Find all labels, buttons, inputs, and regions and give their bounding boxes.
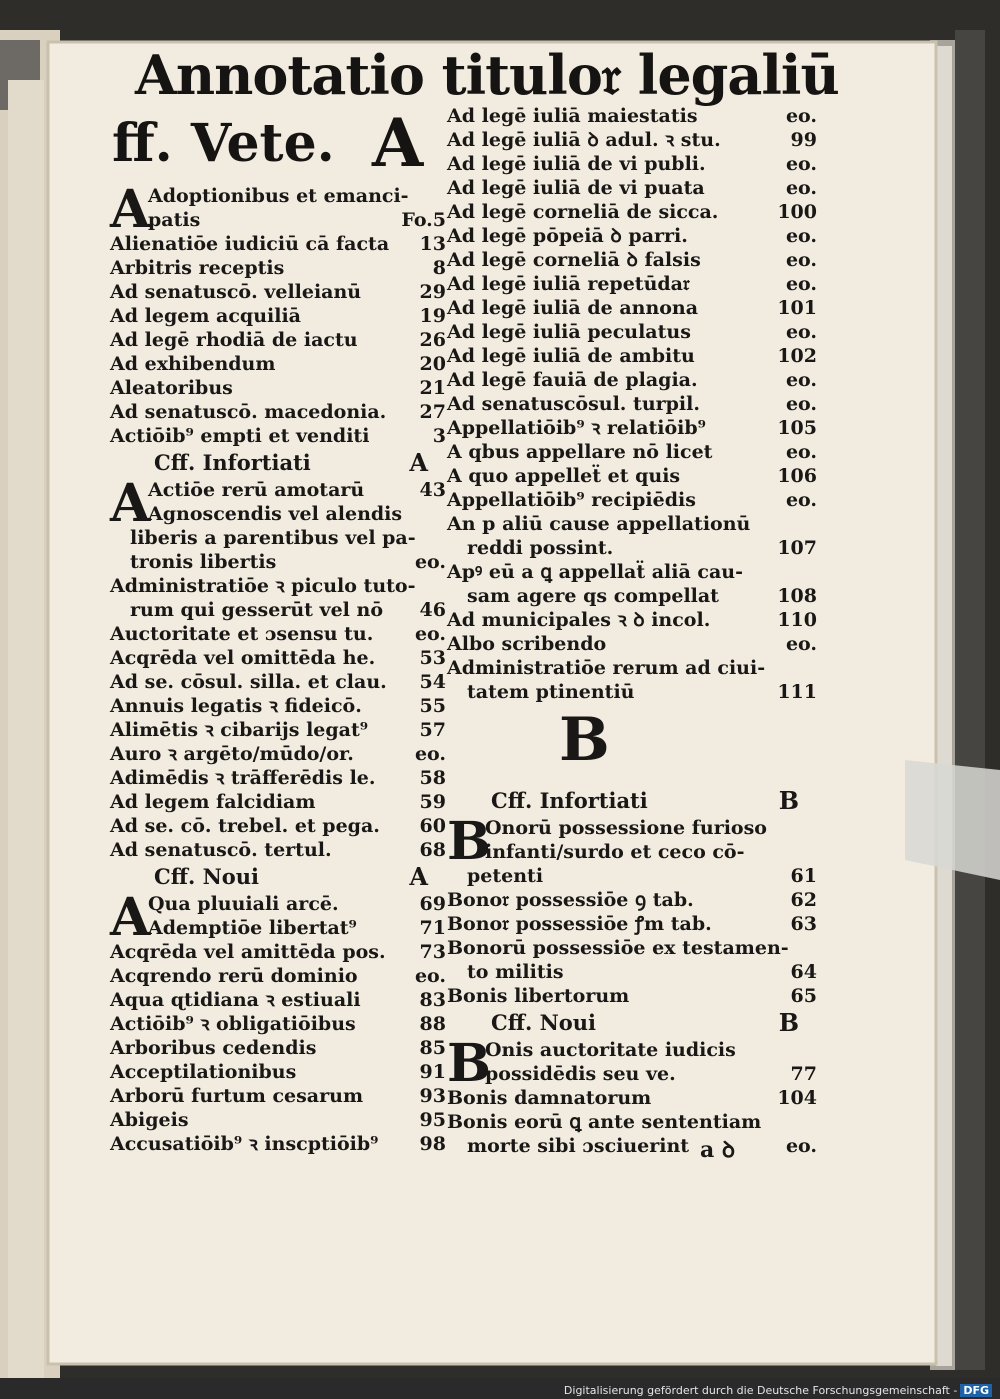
entry-folio: 65 — [790, 985, 817, 1007]
entry-folio: 69 — [419, 893, 446, 915]
entry-folio: eo. — [785, 273, 817, 295]
right-index-column — [447, 104, 817, 1158]
entry-title: Actiōib⁹ empti et venditi — [110, 425, 370, 447]
entry-title: infanti/surdo et ceco cō- — [485, 841, 745, 863]
index-entry — [447, 536, 817, 560]
index-entry — [110, 766, 446, 790]
entry-title: Alienatiōe iudiciū cā facta — [110, 233, 390, 255]
index-entry — [110, 208, 446, 232]
entry-title: Administratiōe ꝛ piculo tuto- — [110, 575, 416, 597]
entry-folio: 108 — [777, 585, 817, 607]
entry-title: Appellatiōib⁹ ꝛ relatiōib⁹ — [447, 417, 706, 439]
entry-folio: 8 — [432, 257, 446, 279]
entry-title: Alimētis ꝛ cibarijs legat⁹ — [110, 719, 369, 741]
entry-title: Ad legē iuliā de annona — [447, 297, 699, 319]
entry-title: Ad legē corneliā ꝺ falsis — [447, 249, 701, 271]
entry-folio: 85 — [419, 1037, 446, 1059]
entry-folio: 29 — [419, 281, 446, 303]
index-entry — [110, 400, 446, 424]
index-entry — [447, 344, 817, 368]
index-entry — [447, 488, 817, 512]
entry-folio: eo. — [414, 965, 446, 987]
entry-folio: 63 — [790, 913, 817, 935]
entry-folio: 54 — [419, 671, 446, 693]
entry-title: petenti — [467, 865, 544, 887]
initial-capital: B — [447, 811, 491, 872]
entry-folio: eo. — [785, 105, 817, 127]
entry-folio: 104 — [777, 1087, 817, 1109]
entry-title: Bono𝔯 possessiōe ꝯ tab. — [447, 889, 694, 911]
section-heading — [110, 862, 446, 892]
entry-title: Agnoscendis vel alendis — [148, 503, 403, 525]
entry-title: Acceptilationibus — [110, 1061, 297, 1083]
index-entry — [447, 1062, 817, 1086]
entry-folio: 107 — [777, 537, 817, 559]
index-entry — [110, 1036, 446, 1060]
entry-title: Ad legē rhodiā de iactu — [110, 329, 358, 351]
index-entry — [110, 256, 446, 280]
entry-folio: 77 — [790, 1063, 817, 1085]
entry-title: Accusatiōib⁹ ꝛ inscptiōib⁹ — [110, 1133, 379, 1155]
entry-title: Ademptiōe libertat⁹ — [148, 917, 357, 939]
index-entry — [110, 280, 446, 304]
entry-folio: 71 — [419, 917, 446, 939]
index-entry — [447, 888, 817, 912]
entry-title: A quo appelleẗ et quis — [447, 465, 681, 487]
entry-title: Adimēdis ꝛ trāfferēdis le. — [110, 767, 376, 789]
entry-folio: eo. — [785, 393, 817, 415]
entry-title: Ad legē iuliā repetūda𝔯 — [447, 273, 690, 295]
entry-folio: 26 — [419, 329, 446, 351]
entry-title: Aleatoribus — [110, 377, 233, 399]
index-entry — [110, 790, 446, 814]
entry-folio: 46 — [419, 599, 446, 621]
entry-folio: eo. — [785, 153, 817, 175]
digitization-credit — [564, 1384, 992, 1397]
entry-folio: A — [409, 448, 428, 477]
entry-folio: 110 — [777, 609, 817, 631]
index-entry — [447, 512, 817, 536]
entry-title: An p aliū cause appellationū — [447, 513, 751, 535]
entry-title: Albo scribendo — [447, 633, 607, 655]
entry-folio: 93 — [419, 1085, 446, 1107]
index-entry — [110, 964, 446, 988]
entry-folio: 111 — [777, 681, 817, 703]
initial-capital: A — [110, 179, 151, 240]
entry-title: Ad municipales ꝛ ꝺ incol. — [447, 609, 711, 631]
entry-folio: 57 — [419, 719, 446, 741]
entry-folio: 21 — [419, 377, 446, 399]
entry-folio: eo. — [785, 321, 817, 343]
entry-folio: 55 — [419, 695, 446, 717]
entry-title: tatem ptinentiū — [467, 681, 635, 703]
index-entry — [110, 622, 446, 646]
entry-title: Ad senatuscōsul. turpil. — [447, 393, 700, 415]
entry-title: Cff. Infortiati — [154, 450, 311, 475]
entry-title: Ad legē iuliā ꝺ adul. ꝛ stu. — [447, 129, 721, 151]
entry-title: Actiōe rerū amotarū — [148, 479, 365, 501]
index-entry — [447, 680, 817, 704]
index-entry — [110, 916, 446, 940]
section-heading — [110, 448, 446, 478]
index-entry — [447, 224, 817, 248]
index-entry — [447, 864, 817, 888]
index-entry — [447, 840, 817, 864]
index-entry — [110, 526, 446, 550]
left-index-column — [110, 179, 446, 1156]
index-entry — [447, 368, 817, 392]
entry-folio: eo. — [785, 441, 817, 463]
entry-title: Acqrēda vel amittēda pos. — [110, 941, 386, 963]
index-entry — [110, 1108, 446, 1132]
index-entry — [447, 560, 817, 584]
entry-folio: 64 — [790, 961, 817, 983]
entry-folio: 60 — [419, 815, 446, 837]
index-entry — [447, 1110, 817, 1134]
entry-title: Adoptionibus et emanci- — [148, 185, 409, 207]
index-entry — [447, 608, 817, 632]
entry-folio: eo. — [414, 551, 446, 573]
entry-folio: 27 — [419, 401, 446, 423]
signature-mark: a ꝺ — [700, 1137, 736, 1163]
entry-folio: eo. — [414, 623, 446, 645]
entry-folio: eo. — [785, 633, 817, 655]
entry-title: Auro ꝛ argēto/mūdo/or. — [110, 743, 354, 765]
entry-folio: 83 — [419, 989, 446, 1011]
index-entry — [110, 1012, 446, 1036]
entry-title: Ad senatuscō. macedonia. — [110, 401, 387, 423]
dfg-logo: DFG — [960, 1384, 992, 1397]
entry-title: Ad legē fauiā de plagia. — [447, 369, 698, 391]
index-entry — [110, 670, 446, 694]
entry-title: Ad legē iuliā de ambitu — [447, 345, 695, 367]
index-entry — [110, 646, 446, 670]
entry-folio: 91 — [419, 1061, 446, 1083]
entry-folio: eo. — [785, 369, 817, 391]
entry-folio: 102 — [777, 345, 817, 367]
entry-folio: 62 — [790, 889, 817, 911]
initial-capital: A — [110, 473, 151, 534]
index-entry — [447, 272, 817, 296]
index-entry — [110, 718, 446, 742]
entry-folio: 88 — [419, 1013, 446, 1035]
entry-folio: eo. — [414, 743, 446, 765]
index-entry — [447, 296, 817, 320]
entry-title: Bonis libertorum — [447, 985, 630, 1007]
index-entry — [447, 440, 817, 464]
index-entry — [447, 960, 817, 984]
entry-title: liberis a parentibus vel pa- — [130, 527, 416, 549]
entry-title: Abigeis — [110, 1109, 189, 1131]
initial-capital: B — [447, 1033, 491, 1094]
index-entry — [110, 304, 446, 328]
entry-title: Ad legem falcidiam — [110, 791, 316, 813]
entry-title: Ad se. cōsul. silla. et clau. — [110, 671, 387, 693]
index-entry — [110, 376, 446, 400]
entry-folio: eo. — [785, 225, 817, 247]
entry-folio: 99 — [790, 129, 817, 151]
entry-folio: Fo.5 — [401, 209, 446, 231]
entry-title: patis — [148, 209, 201, 231]
entry-title: Annuis legatis ꝛ fideicō. — [110, 695, 362, 717]
index-entry — [447, 416, 817, 440]
index-entry — [110, 1132, 446, 1156]
entry-title: Administratiōe rerum ad ciui- — [447, 657, 766, 679]
entry-folio: B — [778, 786, 799, 815]
entry-title: Ad senatuscō. velleianū — [110, 281, 362, 303]
index-entry — [447, 128, 817, 152]
entry-folio: 95 — [419, 1109, 446, 1131]
entry-folio: B — [778, 1008, 799, 1037]
entry-title: Apꝰ eū a ꝗ appellaẗ aliā cau- — [447, 561, 744, 583]
index-entry — [110, 694, 446, 718]
index-entry — [447, 248, 817, 272]
entry-title: Ad legē iuliā maiestatis — [447, 105, 698, 127]
entry-title: Actiōib⁹ ꝛ obligatiōibus — [110, 1013, 356, 1035]
entry-folio: 58 — [419, 767, 446, 789]
section-letter-b-text: B — [559, 705, 610, 775]
entry-folio: eo. — [785, 249, 817, 271]
index-entry — [110, 502, 446, 526]
entry-folio: 13 — [419, 233, 446, 255]
section-heading — [447, 1008, 817, 1038]
section-letter-b — [447, 704, 817, 786]
index-entry — [110, 838, 446, 862]
entry-folio: 3 — [432, 425, 446, 447]
entry-title: Ad exhibendum — [110, 353, 276, 375]
entry-folio: 73 — [419, 941, 446, 963]
entry-title: Bonorū possessiōe ex testamen- — [447, 937, 789, 959]
index-entry — [110, 352, 446, 376]
entry-title: Arbitris receptis — [110, 257, 285, 279]
index-entry — [110, 232, 446, 256]
index-entry — [447, 912, 817, 936]
index-entry — [447, 984, 817, 1008]
entry-title: sam agere qs compellat — [467, 585, 719, 607]
entry-folio: 106 — [777, 465, 817, 487]
entry-title: to militis — [467, 961, 564, 983]
entry-title: A qbus appellare nō licet — [447, 441, 713, 463]
entry-folio: 61 — [790, 865, 817, 887]
index-entry — [447, 176, 817, 200]
entry-title: Bono𝔯 possessiōe ꝭm tab. — [447, 913, 712, 935]
entry-title: Appellatiōib⁹ recipiēdis — [447, 489, 696, 511]
entry-title: reddi possint. — [467, 537, 614, 559]
entry-title: Acqrēda vel omittēda he. — [110, 647, 376, 669]
index-entry — [110, 814, 446, 838]
index-entry — [110, 1084, 446, 1108]
entry-folio: 101 — [777, 297, 817, 319]
index-entry — [447, 632, 817, 656]
entry-title: Cff. Noui — [491, 1010, 597, 1035]
page-title: Annotatio titulo𝔯 legaliū — [135, 43, 839, 107]
index-entry — [110, 1060, 446, 1084]
entry-title: Arboribus cedendis — [110, 1037, 317, 1059]
index-entry — [110, 988, 446, 1012]
entry-title: Onis auctoritate iudicis — [485, 1039, 736, 1061]
index-entry — [110, 742, 446, 766]
entry-title: Ad legē corneliā de sicca. — [447, 201, 719, 223]
entry-title: Bonis eorū ꝗ ante sententiam — [447, 1111, 762, 1133]
index-entry — [110, 940, 446, 964]
entry-folio: 59 — [419, 791, 446, 813]
entry-folio: 98 — [419, 1133, 446, 1155]
index-entry — [110, 598, 446, 622]
credit-text: Digitalisierung gefördert durch die Deutsche Forschungsgemeinschaft - — [563, 1384, 958, 1397]
index-entry — [447, 1134, 817, 1158]
entry-title: Onorū possessione furioso — [485, 817, 767, 839]
entry-title: possidēdis seu ve. — [485, 1063, 676, 1085]
entry-title: Aqua ɋtidiana ꝛ estiuali — [110, 989, 361, 1011]
entry-folio: 105 — [777, 417, 817, 439]
entry-title: Cff. Infortiati — [491, 788, 648, 813]
entry-title: Cff. Noui — [154, 864, 260, 889]
entry-title: rum qui gesserūt vel nō — [130, 599, 383, 621]
entry-folio: eo. — [785, 177, 817, 199]
entry-title: Arborū furtum cesarum — [110, 1085, 364, 1107]
index-entry — [447, 104, 817, 128]
page-subtitle: ff. Vete. — [112, 113, 335, 174]
index-entry — [447, 392, 817, 416]
entry-title: Ad legē iuliā peculatus — [447, 321, 691, 343]
index-entry — [447, 152, 817, 176]
entry-folio: eo. — [785, 489, 817, 511]
entry-title: Acqrendo rerū dominio — [110, 965, 358, 987]
entry-folio: 68 — [419, 839, 446, 861]
index-entry — [110, 550, 446, 574]
entry-title: Ad legem acquiliā — [110, 305, 301, 327]
entry-title: Ad legē iuliā de vi publi. — [447, 153, 706, 175]
index-entry — [447, 936, 817, 960]
entry-folio: 43 — [419, 479, 446, 501]
index-entry — [110, 424, 446, 448]
entry-folio: A — [409, 862, 428, 891]
entry-title: Ad legē pōpeiā ꝺ parri. — [447, 225, 688, 247]
section-letter: A — [372, 104, 424, 182]
entry-title: tronis libertis — [130, 551, 277, 573]
index-entry — [447, 1086, 817, 1110]
index-entry — [447, 464, 817, 488]
index-entry — [447, 584, 817, 608]
entry-title: Ad senatuscō. tertul. — [110, 839, 332, 861]
entry-title: morte sibi ɔsciuerint — [467, 1135, 690, 1157]
entry-title: Ad legē iuliā de vi puata — [447, 177, 705, 199]
section-heading — [447, 786, 817, 816]
entry-title: Qua pluuiali arcē. — [148, 893, 339, 915]
index-entry — [110, 328, 446, 352]
entry-title: Ad se. cō. trebel. et pega. — [110, 815, 380, 837]
entry-folio: 53 — [419, 647, 446, 669]
entry-folio: 20 — [419, 353, 446, 375]
entry-title: Bonis damnatorum — [447, 1087, 652, 1109]
entry-folio: eo. — [785, 1135, 817, 1157]
entry-folio: 19 — [419, 305, 446, 327]
index-entry — [447, 320, 817, 344]
initial-capital: A — [110, 887, 151, 948]
index-entry — [447, 200, 817, 224]
index-entry — [447, 656, 817, 680]
index-entry — [110, 574, 446, 598]
entry-title: Auctoritate et ɔsensu tu. — [110, 623, 374, 645]
entry-folio: 100 — [777, 201, 817, 223]
